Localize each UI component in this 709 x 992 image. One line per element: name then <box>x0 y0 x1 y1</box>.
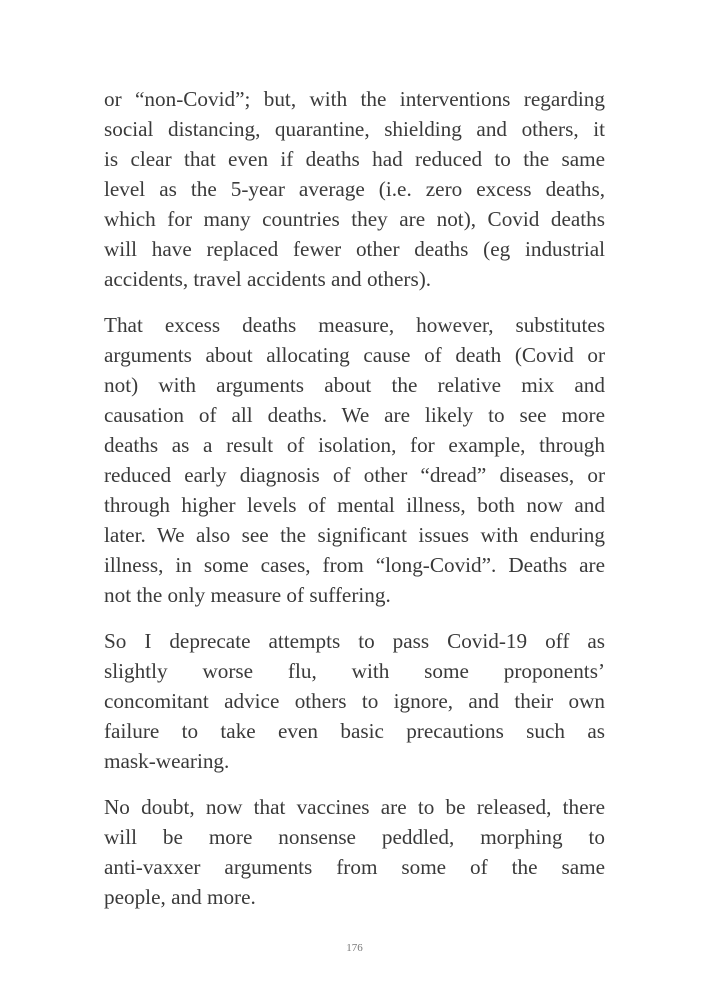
text-line: will have replaced fewer other deaths (eg industrial <box>104 237 605 261</box>
text-line: No doubt, now that vaccines are to be released, there <box>104 795 605 819</box>
text-line: causation of all deaths. We are likely to see more <box>104 403 605 427</box>
text-line: reduced early diagnosis of other “dread” diseases, or <box>104 463 605 487</box>
text-line: deaths as a result of isolation, for example, through <box>104 433 605 457</box>
text-line: illness, in some cases, from “long-Covid”. Deaths are <box>104 553 605 577</box>
paragraph-4 <box>104 792 605 912</box>
body-text <box>104 84 605 928</box>
text-line: failure to take even basic precautions such as <box>104 719 605 743</box>
text-line: mask-wearing. <box>104 749 230 773</box>
text-line: or “non-Covid”; but, with the interventions regarding <box>104 87 605 111</box>
text-line: social distancing, quarantine, shielding and others, it <box>104 117 605 141</box>
text-line: accidents, travel accidents and others). <box>104 267 432 291</box>
paragraph-2 <box>104 310 605 610</box>
text-line: slightly worse flu, with some proponents’ <box>104 659 605 683</box>
text-line: arguments about allocating cause of death (Covid or <box>104 343 605 367</box>
text-line: through higher levels of mental illness, both now and <box>104 493 605 517</box>
text-line: which for many countries they are not), Covid deaths <box>104 207 605 231</box>
page-number: 176 <box>346 942 363 954</box>
paragraph-1 <box>104 84 605 294</box>
text-line: is clear that even if deaths had reduced to the same <box>104 147 605 171</box>
paragraph-3 <box>104 626 605 776</box>
text-line: later. We also see the significant issues with enduring <box>104 523 605 547</box>
text-line: not the only measure of suffering. <box>104 583 391 607</box>
text-line: people, and more. <box>104 885 256 909</box>
text-line: anti-vaxxer arguments from some of the same <box>104 855 605 879</box>
text-line: not) with arguments about the relative mix and <box>104 373 605 397</box>
text-line: will be more nonsense peddled, morphing to <box>104 825 605 849</box>
text-line: So I deprecate attempts to pass Covid-19 off as <box>104 629 605 653</box>
text-line: That excess deaths measure, however, substitutes <box>104 313 605 337</box>
text-line: level as the 5-year average (i.e. zero excess deaths, <box>104 177 605 201</box>
text-line: concomitant advice others to ignore, and their own <box>104 689 605 713</box>
